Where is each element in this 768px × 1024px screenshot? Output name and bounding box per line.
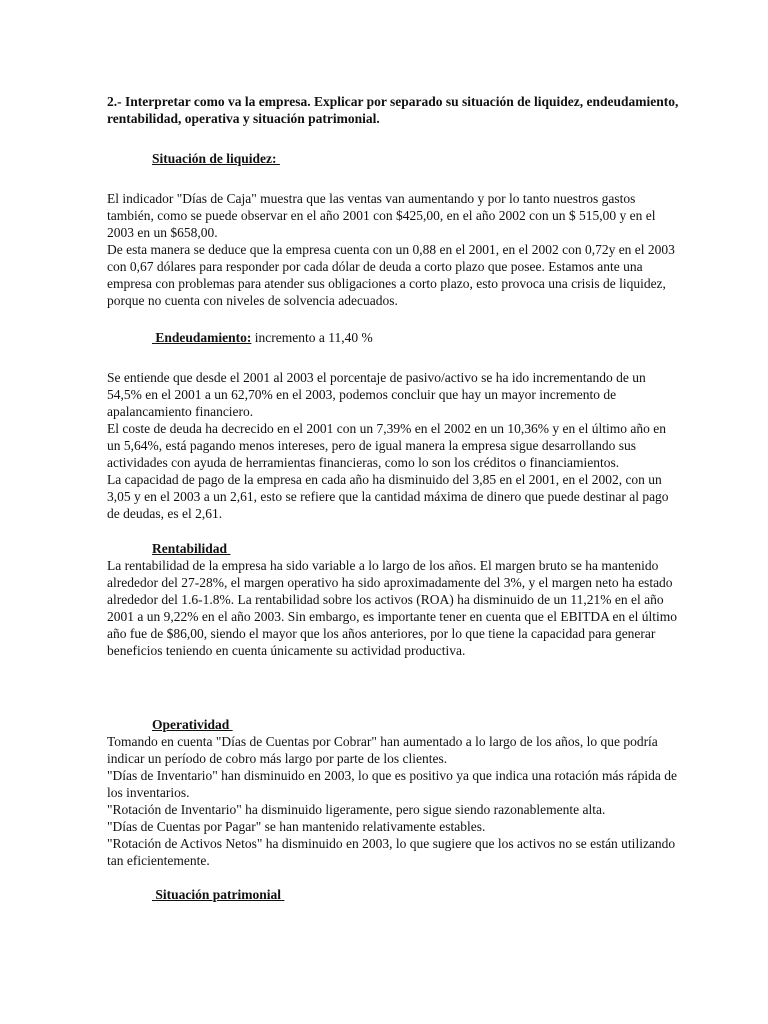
- document-page: [107, 93, 682, 903]
- endeudamiento-heading-text: Endeudamiento:: [152, 330, 252, 345]
- operatividad-paragraph-3: "Rotación de Inventario" ha disminuido ligeramente, pero sigue siendo razonablemente alta.: [107, 802, 606, 817]
- operatividad-paragraph-1: Tomando en cuenta "Días de Cuentas por Cobrar" han aumentado a lo largo de los años, lo que podría indicar un período de cobro más largo por parte de los clientes.: [107, 734, 658, 766]
- document-title: 2.- Interpretar como va la empresa. Explicar por separado su situación de liquidez, endeudamiento, rentabilidad, operativa y situación patrimonial.: [107, 94, 679, 126]
- liquidez-heading: [107, 150, 682, 167]
- patrimonial-heading: [107, 886, 682, 903]
- operatividad-paragraph-4: "Días de Cuentas por Pagar" se han mantenido relativamente estables.: [107, 819, 486, 834]
- liquidez-heading-text: Situación de liquidez:: [152, 151, 280, 166]
- rentabilidad-heading: [107, 540, 682, 557]
- liquidez-paragraph-1: El indicador "Días de Caja" muestra que las ventas van aumentando y por lo tanto nuestros gastos también, como se puede observar en el año 2001 con $425,00, en el año 2002 con un $ 515,00 y en el 2003 en un $658,00.: [107, 191, 656, 240]
- rentabilidad-heading-text: Rentabilidad: [152, 541, 231, 556]
- operatividad-heading-text: Operatividad: [152, 717, 233, 732]
- patrimonial-heading-text: Situación patrimonial: [152, 887, 285, 902]
- endeudamiento-paragraph-2: El coste de deuda ha decrecido en el 2001 con un 7,39% en el 2002 en un 10,36% y en el último año en un 5,64%, está pagando menos intereses, pero de igual manera la empresa sigue desarrollando sus actividades con ayuda de herramientas financieras, como lo son los créditos o financiamientos.: [107, 421, 666, 470]
- operatividad-heading: [107, 716, 682, 733]
- endeudamiento-heading: [107, 329, 682, 346]
- endeudamiento-paragraph-3: La capacidad de pago de la empresa en cada año ha disminuido del 3,85 en el 2001, en el 2002, con un 3,05 y en el 2003 a un 2,61, esto se refiere que la cantidad máxima de dinero que puede destinar al pago de deudas, es el 2,61.: [107, 472, 669, 521]
- liquidez-paragraph-2: De esta manera se deduce que la empresa cuenta con un 0,88 en el 2001, en el 2002 con 0,72y en el 2003 con 0,67 dólares para responder por cada dólar de deuda a corto plazo que posee. Estamos ante una empresa con problemas para atender sus obligaciones a corto plazo, esto provoca una crisis de liquidez, porque no cuenta con niveles de solvencia adecuados.: [107, 242, 675, 308]
- operatividad-paragraph-5: "Rotación de Activos Netos" ha disminuido en 2003, lo que sugiere que los activos no se están utilizando tan eficientemente.: [107, 836, 676, 868]
- endeudamiento-heading-suffix: incremento a 11,40 %: [251, 330, 373, 345]
- operatividad-paragraph-2: "Días de Inventario" han disminuido en 2003, lo que es positivo ya que indica una rotación más rápida de los inventarios.: [107, 768, 678, 800]
- rentabilidad-paragraph-1: La rentabilidad de la empresa ha sido variable a lo largo de los años. El margen bruto se ha mantenido alrededor del 27-28%, el margen operativo ha sido aproximadamente del 3%, y el margen neto ha estado alrededor del 1.6-1.8%. La rentabilidad sobre los activos (ROA) ha disminuido de un 11,21% en el año 2001 a un 9,22% en el año 2003. Sin embargo, es importante tener en cuenta que el EBITDA en el último año fue de $86,00, siendo el mayor que los años anteriores, por lo que tiene la capacidad para generar beneficios teniendo en cuenta únicamente su actividad productiva.: [107, 558, 677, 658]
- endeudamiento-paragraph-1: Se entiende que desde el 2001 al 2003 el porcentaje de pasivo/activo se ha ido incrementando de un 54,5% en el 2001 a un 62,70% en el 2003, podemos concluir que hay un mayor incremento de apalancamiento financiero.: [107, 370, 646, 419]
